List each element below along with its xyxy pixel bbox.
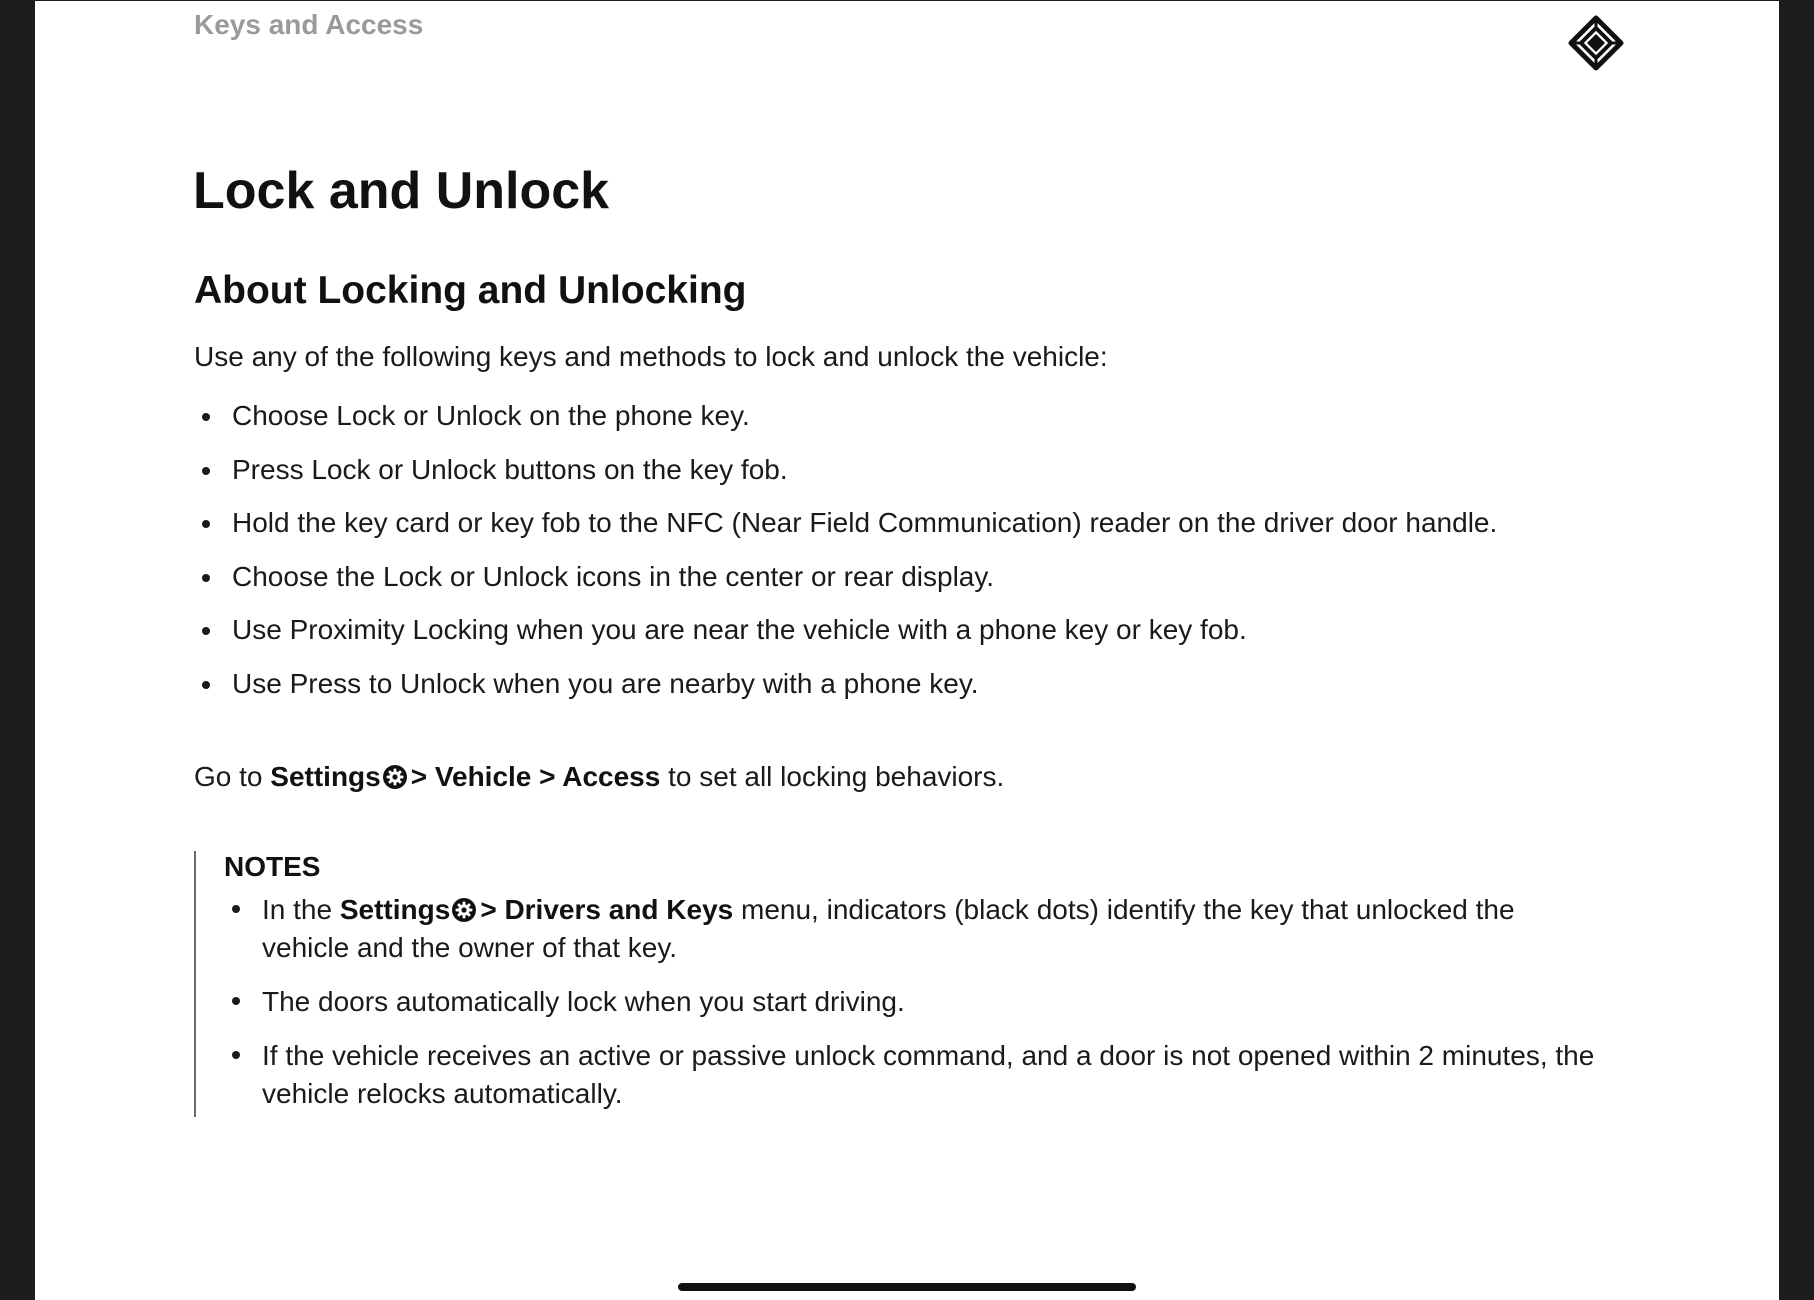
- notes-box: [194, 851, 1616, 1117]
- settings-path: > Vehicle > Access: [410, 761, 661, 792]
- list-item: Press Lock or Unlock buttons on the key fob.: [194, 453, 1644, 487]
- settings-path: > Drivers and Keys: [480, 894, 734, 925]
- list-item: If the vehicle receives an active or passive unlock command, and a door is not opened within 2 minutes, the vehicle relocks automatically.: [224, 1037, 1604, 1113]
- list-item: Choose Lock or Unlock on the phone key.: [194, 399, 1644, 433]
- section-header: Keys and Access: [194, 9, 424, 40]
- gear-icon: [383, 765, 407, 789]
- goto-prefix: Go to: [194, 761, 263, 792]
- lock-methods-list: [194, 399, 1644, 721]
- list-item: Use Press to Unlock when you are nearby with a phone key.: [194, 667, 1644, 701]
- gear-icon: [452, 898, 476, 922]
- notes-list: [224, 891, 1604, 1129]
- page-title: Lock and Unlock: [193, 162, 610, 220]
- section-subtitle: About Locking and Unlocking: [194, 269, 747, 312]
- list-item: [224, 891, 1604, 967]
- home-indicator[interactable]: [678, 1283, 1136, 1291]
- goto-suffix: to set all locking behaviors.: [668, 761, 1005, 792]
- list-item: The doors automatically lock when you start driving.: [224, 983, 1604, 1021]
- manual-page: [35, 1, 1779, 1300]
- list-item: Hold the key card or key fob to the NFC (Near Field Communication) reader on the driver door handle.: [194, 506, 1644, 540]
- list-item: Choose the Lock or Unlock icons in the center or rear display.: [194, 560, 1644, 594]
- notes-heading: NOTES: [224, 851, 321, 882]
- list-item: Use Proximity Locking when you are near the vehicle with a phone key or key fob.: [194, 613, 1644, 647]
- settings-label: Settings: [270, 761, 381, 792]
- note-prefix: In the: [262, 894, 333, 925]
- settings-label: Settings: [339, 894, 451, 925]
- rivian-compass-logo-icon: [1568, 15, 1624, 71]
- intro-text: Use any of the following keys and methods to lock and unlock the vehicle:: [194, 341, 1108, 372]
- note-suffix: menu, indicators (black dots) identify the key that unlocked the vehicle and the owner of that key.: [262, 894, 1515, 963]
- settings-instruction: [194, 761, 1004, 793]
